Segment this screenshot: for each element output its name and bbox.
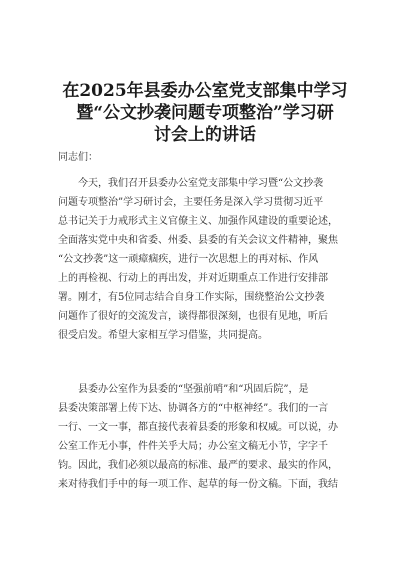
paragraph-line: 钧。因此，我们必须以最高的标准、最严的要求、最实的作风，	[58, 460, 338, 471]
document-title	[40, 80, 370, 146]
paragraph-line: 很受启发。希望大家相互学习借鉴，共同提高。	[58, 330, 268, 341]
paragraph-line: 全面落实党中央和省委、州委、县委的有关会议文件精神，聚焦	[58, 235, 338, 246]
paragraph-line: 县委办公室作为县委的“坚强前哨”和“巩固后院”，是	[78, 384, 309, 395]
paragraph-line: 公室工作无小事，件件关乎大局；办公室文稿无小节，字字千	[58, 441, 328, 452]
title-line: 暨“公文抄袭问题专项整治”学习研	[76, 103, 334, 123]
title-line: 讨会上的讲话	[154, 125, 256, 145]
title-line: 在2025年县委办公室党支部集中学习	[62, 81, 348, 101]
paragraph-line: 问题作了很好的交流发言，谈得都很深刻，也很有见地，听后	[58, 311, 328, 322]
paragraph-line: 总书记关于力戒形式主义官僚主义、加强作风建设的重要论述，	[58, 216, 338, 227]
paragraph-line: 问题专项整治”学习研讨会，主要任务是深入学习贯彻习近平	[58, 197, 324, 208]
paragraph-line: 上的再检视、行动上的再出发，并对近期重点工作进行安排部	[58, 273, 328, 284]
paragraph-line: 今天，我们召开县委办公室党支部集中学习暨“公文抄袭	[78, 178, 324, 189]
paragraph-line: 署。刚才，有5位同志结合自身工作实际，围绕整治公文抄袭	[58, 292, 325, 303]
body-paragraph	[58, 380, 358, 494]
paragraph-line: “公文抄袭”这一顽瘴痼疾，进行一次思想上的再对标、作风	[58, 254, 319, 265]
paragraph-line: 一行、一文一事，都直接代表着县委的形象和权威。可以说，办	[58, 422, 338, 433]
body-paragraph	[58, 174, 358, 345]
paragraph-line: 来对待我们手中的每一项工作、起草的每一份文稿。下面，我结	[58, 479, 338, 490]
paragraph-line: 县委决策部署上传下达、协调各方的“中枢神经”。我们的一言	[58, 403, 329, 414]
salutation: 同志们：	[58, 152, 98, 163]
